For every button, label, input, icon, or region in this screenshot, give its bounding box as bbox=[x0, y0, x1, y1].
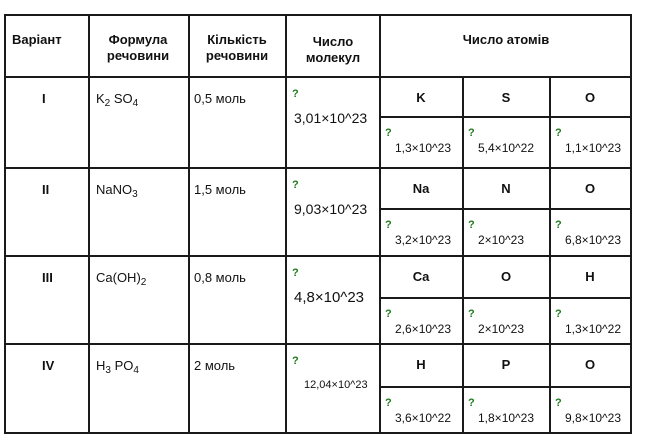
formula-subscript: 4 bbox=[133, 365, 139, 376]
atom-count: 1,3×10^23 bbox=[395, 141, 452, 155]
header-molecules bbox=[288, 34, 378, 66]
question-mark: ? bbox=[385, 219, 392, 231]
atom-count: 3,2×10^23 bbox=[395, 233, 452, 247]
row-1-bottom-line bbox=[4, 167, 632, 169]
question-mark: ? bbox=[385, 127, 392, 139]
header-amount bbox=[192, 32, 282, 64]
formula-cell bbox=[96, 358, 139, 376]
col-line-2 bbox=[188, 14, 190, 434]
question-mark: ? bbox=[292, 179, 299, 191]
atom-count: 1,1×10^23 bbox=[565, 141, 622, 155]
col-line-1 bbox=[88, 14, 90, 434]
element-symbol: O bbox=[500, 269, 512, 284]
table-border-right bbox=[630, 14, 632, 434]
header-bottom-line bbox=[4, 76, 632, 78]
element-symbol: Na bbox=[412, 181, 430, 196]
header-formula bbox=[96, 32, 180, 64]
question-mark: ? bbox=[468, 219, 475, 231]
question-mark: ? bbox=[292, 267, 299, 279]
formula-cell bbox=[96, 270, 146, 288]
question-mark: ? bbox=[468, 127, 475, 139]
atom-count: 9,8×10^23 bbox=[565, 411, 622, 425]
formula-text: SO bbox=[110, 91, 133, 106]
variant-label: III bbox=[42, 270, 53, 285]
table-border-top bbox=[4, 14, 632, 16]
col-line-6 bbox=[549, 76, 551, 434]
formula-subscript: 3 bbox=[105, 365, 111, 376]
question-mark: ? bbox=[385, 397, 392, 409]
row-2-bottom-line bbox=[4, 255, 632, 257]
element-symbol: O bbox=[584, 181, 596, 196]
element-symbol: K bbox=[416, 90, 426, 105]
col-line-3 bbox=[285, 14, 287, 434]
formula-text: PO bbox=[110, 358, 134, 373]
atom-count: 5,4×10^22 bbox=[478, 141, 535, 155]
question-mark: ? bbox=[555, 308, 562, 320]
element-symbol: O bbox=[584, 357, 596, 372]
element-symbol: O bbox=[584, 90, 596, 105]
header-variant: Варіант bbox=[12, 32, 62, 47]
variant-label: I bbox=[42, 91, 46, 106]
molecule-count: 12,04×10^23 bbox=[304, 379, 368, 391]
formula-text: K bbox=[96, 91, 105, 106]
table-border-bottom bbox=[4, 432, 632, 434]
question-mark: ? bbox=[468, 397, 475, 409]
header-molecules-line1: Число bbox=[312, 34, 354, 49]
atom-count: 3,6×10^22 bbox=[395, 411, 452, 425]
molecule-count: 4,8×10^23 bbox=[294, 289, 365, 306]
row-4-mid-line bbox=[380, 386, 632, 388]
question-mark: ? bbox=[385, 308, 392, 320]
header-formula-line2: речовини bbox=[106, 48, 170, 63]
amount-cell: 1,5 моль bbox=[194, 182, 246, 197]
question-mark: ? bbox=[555, 397, 562, 409]
atom-count: 2×10^23 bbox=[478, 322, 525, 336]
row-3-bottom-line bbox=[4, 343, 632, 345]
variant-label: IV bbox=[42, 358, 55, 373]
row-3-mid-line bbox=[380, 297, 632, 299]
formula-text: Ca(OH) bbox=[96, 270, 141, 285]
element-symbol: Ca bbox=[412, 269, 430, 284]
formula-cell bbox=[96, 91, 138, 109]
row-2-mid-line bbox=[380, 208, 632, 210]
atom-count: 2×10^23 bbox=[478, 233, 525, 247]
question-mark: ? bbox=[468, 308, 475, 320]
amount-cell: 0,5 моль bbox=[194, 91, 246, 106]
table-border-left bbox=[4, 14, 6, 434]
formula-subscript: 2 bbox=[140, 277, 147, 288]
question-mark: ? bbox=[555, 127, 562, 139]
formula-text: NaNO bbox=[96, 182, 133, 197]
row-1-mid-line bbox=[380, 116, 632, 118]
formula-subscript: 3 bbox=[132, 189, 138, 200]
atom-count: 1,8×10^23 bbox=[478, 411, 535, 425]
formula-subscript: 2 bbox=[104, 98, 111, 109]
header-amount-line2: речовини bbox=[205, 48, 269, 63]
formula-subscript: 4 bbox=[132, 98, 139, 109]
atom-count: 2,6×10^23 bbox=[395, 322, 452, 336]
amount-cell: 0,8 моль bbox=[194, 270, 246, 285]
element-symbol: S bbox=[501, 90, 511, 105]
variant-label: II bbox=[42, 182, 50, 197]
formula-text: H bbox=[96, 358, 106, 373]
question-mark: ? bbox=[292, 355, 299, 367]
question-mark: ? bbox=[292, 88, 299, 100]
element-symbol: H bbox=[585, 269, 595, 284]
header-amount-line1: Кількість bbox=[207, 32, 267, 47]
molecule-count: 3,01×10^23 bbox=[294, 110, 368, 126]
atom-count: 6,8×10^23 bbox=[565, 233, 622, 247]
element-symbol: H bbox=[416, 357, 426, 372]
molecule-count: 9,03×10^23 bbox=[294, 201, 368, 217]
col-line-5 bbox=[462, 76, 464, 434]
amount-cell: 2 моль bbox=[194, 358, 236, 373]
header-atoms: Число атомів bbox=[462, 32, 550, 47]
element-symbol: P bbox=[501, 357, 511, 372]
header-molecules-line2: молекул bbox=[305, 50, 361, 65]
question-mark: ? bbox=[555, 219, 562, 231]
element-symbol: N bbox=[501, 181, 511, 196]
atom-count: 1,3×10^22 bbox=[565, 322, 622, 336]
header-formula-line1: Формула bbox=[108, 32, 168, 47]
formula-cell bbox=[96, 182, 138, 200]
